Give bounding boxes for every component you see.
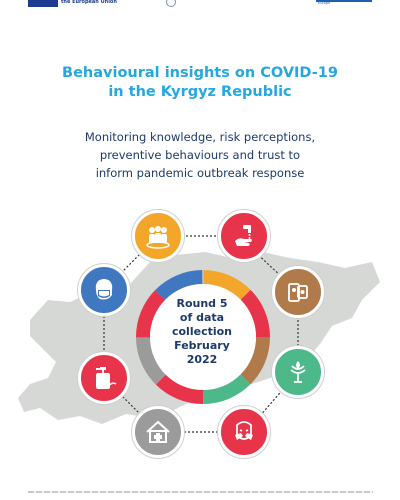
footer-fine-print bbox=[28, 491, 373, 493]
pharmacy-icon bbox=[272, 346, 324, 398]
subtitle-line-2: preventive behaviours and trust to bbox=[99, 148, 301, 162]
stay-home-icon bbox=[132, 406, 184, 458]
round-label-line-5: 2022 bbox=[186, 353, 218, 366]
people-group-icon bbox=[132, 210, 184, 262]
sanitizer-icon bbox=[78, 352, 130, 404]
who-europe-logo-text: Europe bbox=[318, 1, 331, 5]
face-touch-icon bbox=[218, 406, 270, 458]
round-label-line-3: collection bbox=[171, 325, 233, 338]
eu-logo-text: the European Union bbox=[61, 0, 117, 5]
title-line-1: Behavioural insights on COVID-19 bbox=[62, 65, 338, 81]
round-label-line-2: of data bbox=[179, 311, 225, 324]
subtitle-line-1: Monitoring knowledge, risk perceptions, bbox=[84, 130, 316, 144]
phone-media-icon bbox=[272, 266, 324, 318]
round-label-line-1: Round 5 bbox=[176, 297, 228, 310]
round-label bbox=[154, 297, 250, 367]
hand-washing-icon bbox=[218, 210, 270, 262]
face-mask-icon bbox=[78, 264, 130, 316]
subtitle-line-3: inform pandemic outbreak response bbox=[95, 166, 305, 180]
title-line-2: in the Kyrgyz Republic bbox=[108, 84, 292, 100]
round-label-line-4: February bbox=[174, 339, 230, 352]
